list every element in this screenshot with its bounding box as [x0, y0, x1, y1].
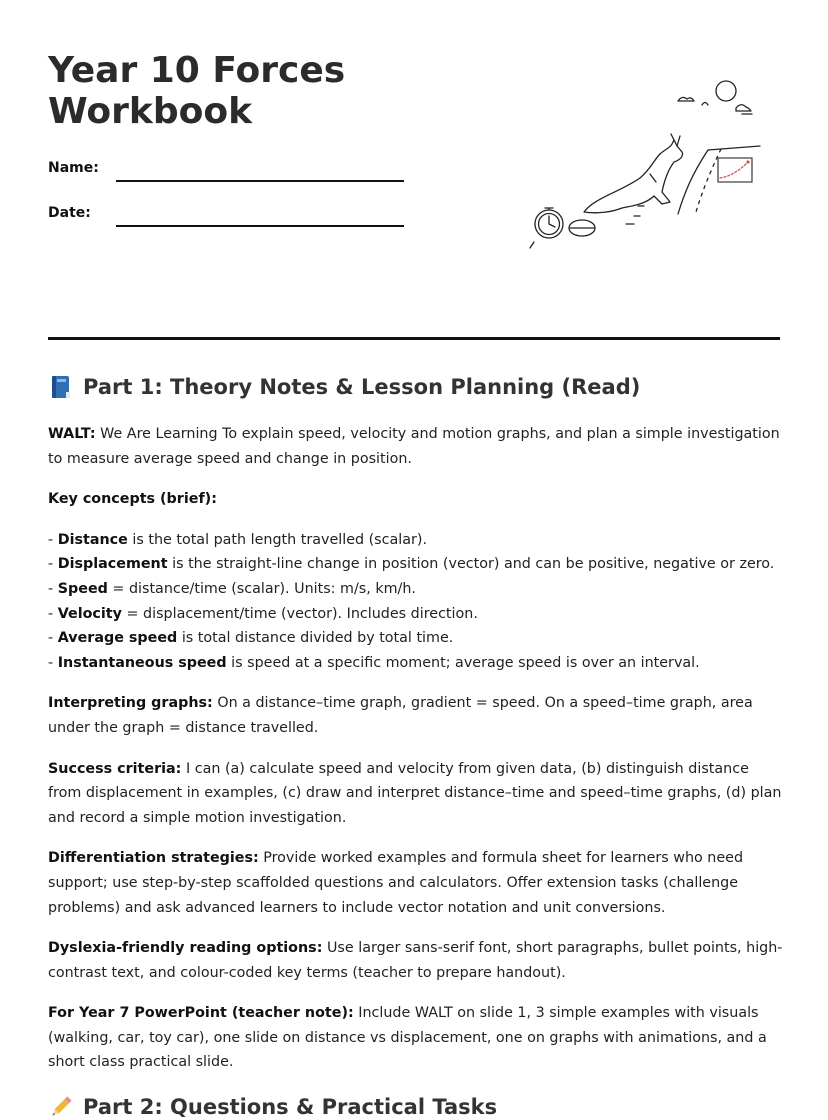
success-label: Success criteria: — [48, 760, 182, 777]
list-item: - Displacement is the straight-line change in position (vector) and can be positive, negative or zero. — [48, 556, 775, 573]
name-label: Name: — [48, 160, 99, 176]
cloud-icon — [678, 97, 694, 101]
dyslexia-text: Use larger sans-serif font, short paragraphs, bullet points, high-contrast text, and colour-coded key terms (teacher to prepare handout). — [48, 940, 783, 981]
graphs-paragraph — [48, 691, 784, 740]
list-item: - Distance is the total path length travelled (scalar). — [48, 531, 427, 548]
walt-text: We Are Learning To explain speed, velocity and motion graphs, and plan a simple investigation to measure average speed and change in position. — [48, 426, 780, 467]
list-item: - Velocity = displacement/time (vector). Includes direction. — [48, 605, 478, 622]
road-left-edge — [678, 150, 708, 214]
ppt-text: Include WALT on slide 1, 3 simple examples with visuals (walking, car, toy car), one slide on distance vs displacement, one on graphs with animations, and a short class practical slide. — [48, 1005, 767, 1071]
list-item: - Instantaneous speed is speed at a specific moment; average speed is over an interval. — [48, 654, 700, 671]
walt-label: WALT: — [48, 426, 96, 442]
kangaroo-body — [584, 140, 683, 213]
date-line[interactable] — [116, 225, 404, 227]
dyslexia-label: Dyslexia-friendly reading options: — [48, 940, 323, 957]
success-text: I can (a) calculate speed and velocity from given data, (b) distinguish distance from displacement in examples, (c) draw and interpret distance–time and speed–time graphs, (d) plan and record a simple motion investigation. — [48, 760, 782, 826]
title-line-2: Workbook — [48, 91, 253, 132]
success-paragraph — [48, 757, 784, 831]
key-concepts-heading: Key concepts (brief): — [48, 491, 217, 508]
ppt-label: For Year 7 PowerPoint (teacher note): — [48, 1005, 354, 1022]
page-title — [48, 50, 408, 132]
differentiation-text: Provide worked examples and formula sheet for learners who need support; use step-by-step scaffolded questions and calculators. Offer extension tasks (challenge problems) and ask advanced learners to include vector notation and unit conversions. — [48, 850, 744, 916]
date-label: Date: — [48, 205, 91, 221]
key-concepts-list — [48, 528, 784, 676]
graphs-label: Interpreting graphs: — [48, 695, 213, 712]
part2-heading — [48, 1094, 497, 1120]
list-item: - Speed = distance/time (scalar). Units: m/s, km/h. — [48, 580, 416, 597]
walt-paragraph — [48, 422, 784, 471]
road-top-edge — [708, 146, 760, 150]
section-divider — [48, 337, 780, 340]
pencil-icon — [48, 1094, 74, 1120]
part2-heading-text: Part 2: Questions & Practical Tasks — [83, 1095, 498, 1119]
ppt-paragraph — [48, 1001, 784, 1075]
differentiation-paragraph — [48, 846, 784, 920]
graphs-text: On a distance–time graph, gradient = speed. On a speed–time graph, area under the graph = distance travelled. — [48, 695, 753, 736]
cloud-icon-small — [702, 103, 708, 106]
name-field[interactable] — [48, 160, 408, 190]
part1-content — [48, 422, 784, 1091]
sun-icon — [716, 81, 736, 101]
blue-book-icon — [48, 374, 74, 400]
date-field[interactable] — [48, 205, 408, 235]
part1-heading-text: Part 1: Theory Notes & Lesson Planning (Read) — [83, 375, 641, 399]
dyslexia-paragraph — [48, 936, 784, 985]
part1-heading — [48, 374, 640, 400]
title-line-1: Year 10 Forces — [48, 50, 346, 91]
list-item: - Average speed is total distance divided by total time. — [48, 630, 454, 647]
cloud-icon-right — [736, 105, 751, 111]
kangaroo-stopwatch-illustration — [522, 74, 768, 254]
road-centre-line — [696, 149, 721, 212]
differentiation-label: Differentiation strategies: — [48, 850, 259, 867]
name-line[interactable] — [116, 180, 404, 182]
